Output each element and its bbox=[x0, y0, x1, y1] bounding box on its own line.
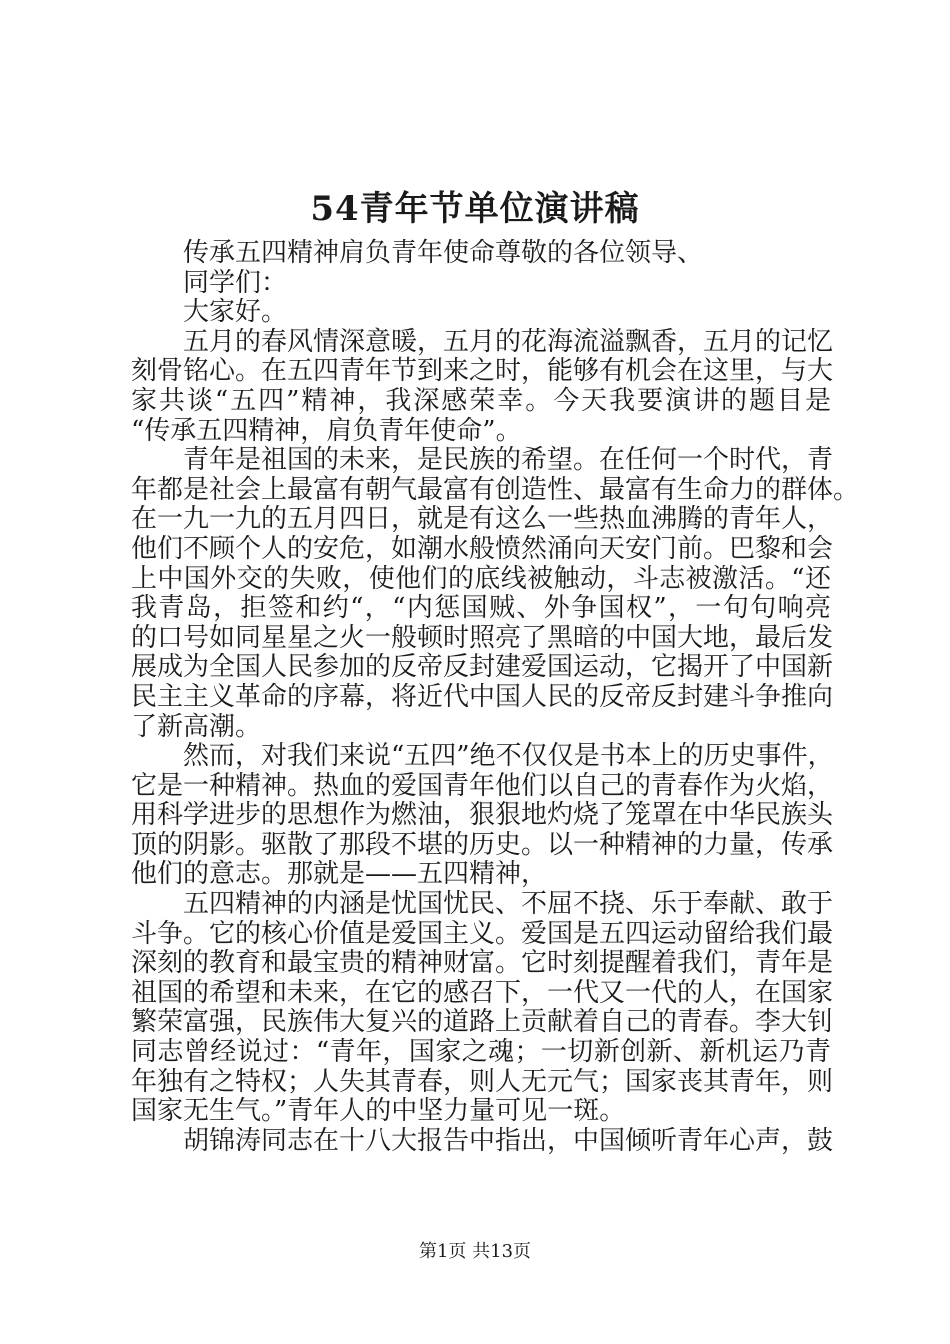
text-line: 民主主义革命的序幕，将近代中国人民的反帝反封建斗争推向 bbox=[131, 681, 834, 712]
text-line: 它是一种精神。热血的爱国青年他们以自己的青春作为火焰， bbox=[131, 770, 834, 801]
document-title: 54青年节单位演讲稿 bbox=[310, 189, 640, 229]
text-line: 五四精神的内涵是忧国忧民、不屈不挠、乐于奉献、敢于 bbox=[183, 889, 834, 920]
text-line: 他们不顾个人的安危，如潮水般愤然涌向天安门前。巴黎和会 bbox=[131, 533, 834, 564]
text-line: 五月的春风情深意暖，五月的花海流溢飘香，五月的记忆 bbox=[183, 326, 834, 357]
text-line: 青年是祖国的未来，是民族的希望。在任何一个时代，青 bbox=[183, 445, 834, 476]
text-line: 顶的阴影。驱散了那段不堪的历史。以一种精神的力量，传承 bbox=[131, 829, 834, 860]
text-line: 斗争。它的核心价值是爱国主义。爱国是五四运动留给我们最 bbox=[131, 918, 834, 949]
text-line: 然而，对我们来说“五四”绝不仅仅是书本上的历史事件， bbox=[183, 741, 834, 772]
text-line: 传承五四精神肩负青年使命尊敬的各位领导、 bbox=[183, 238, 704, 268]
text-line: 祖国的希望和未来，在它的感召下，一代又一代的人，在国家 bbox=[131, 977, 834, 1008]
text-line: 家共谈“五四”精神，我深感荣幸。今天我要演讲的题目是 bbox=[131, 385, 831, 416]
text-line: 在一九一九的五月四日，就是有这么一些热血沸腾的青年人， bbox=[131, 504, 834, 535]
text-line: 同志曾经说过：“青年，国家之魂；一切新创新、新机运乃青 bbox=[131, 1037, 831, 1068]
text-line: 了新高潮。 bbox=[131, 711, 262, 742]
text-line: 的口号如同星星之火一般顿时照亮了黑暗的中国大地，最后发 bbox=[131, 622, 834, 653]
page-footer: 第1页 共13页 bbox=[418, 1241, 532, 1262]
text-line: “传承五四精神，肩负青年使命”。 bbox=[131, 415, 522, 446]
text-line: 展成为全国人民参加的反帝反封建爱国运动，它揭开了中国新 bbox=[131, 652, 834, 683]
text-line: 胡锦涛同志在十八大报告中指出，中国倾听青年心声，鼓 bbox=[183, 1125, 834, 1156]
text-line: 年都是社会上最富有朝气最富有创造性、最富有生命力的群体。 bbox=[131, 474, 860, 505]
text-line: 年独有之特权；人失其青春，则人无元气；国家丧其青年，则 bbox=[131, 1066, 834, 1097]
text-line: 刻骨铭心。在五四青年节到来之时，能够有机会在这里，与大 bbox=[131, 356, 834, 387]
text-line: 国家无生气。”青年人的中坚力量可见一斑。 bbox=[131, 1096, 626, 1127]
text-line: 上中国外交的失败，使他们的底线被触动，斗志被激活。“还 bbox=[131, 563, 831, 594]
text-line: 繁荣富强，民族伟大复兴的道路上贡献着自己的青春。李大钊 bbox=[131, 1007, 834, 1038]
text-line: 同学们： bbox=[183, 267, 288, 298]
text-line: 我青岛，拒签和约“，“内惩国贼、外争国权”，一句句响亮 bbox=[131, 593, 831, 624]
document-body bbox=[131, 238, 860, 1156]
text-line: 深刻的教育和最宝贵的精神财富。它时刻提醒着我们，青年是 bbox=[131, 948, 834, 979]
text-line: 大家好。 bbox=[183, 297, 288, 328]
text-line: 他们的意志。那就是——五四精神， bbox=[131, 859, 548, 890]
text-line: 用科学进步的思想作为燃油，狠狠地灼烧了笼罩在中华民族头 bbox=[131, 800, 834, 831]
